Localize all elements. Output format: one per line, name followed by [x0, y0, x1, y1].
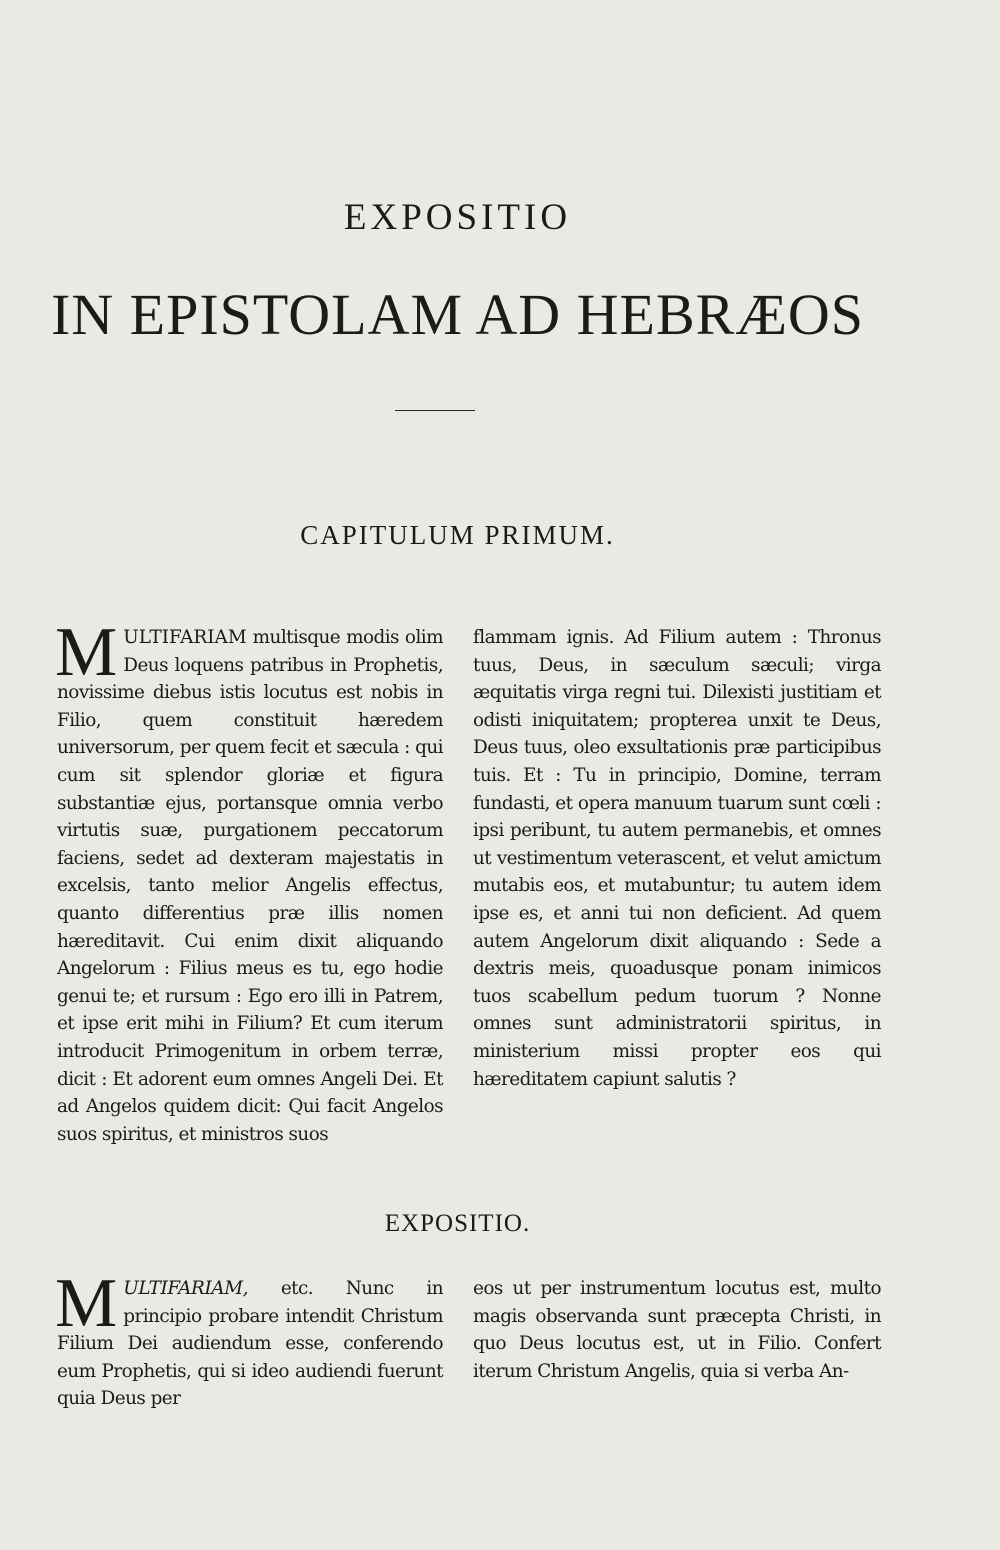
- commentary-lead-word: ULTIFARIAM,: [123, 1278, 249, 1299]
- expositio-heading: EXPOSITIO.: [384, 1210, 531, 1237]
- chapter-heading: CAPITULUM PRIMUM.: [300, 520, 615, 550]
- scripture-text-right: flammam ignis. Ad Filium autem : Thronus tuus, Deus, in sæculum sæculi; virga æquitatis virga regni tui. Dilexisti justitiam et odisti iniquitatem; propterea unxit te Deus, Deus tuus, oleo exsultationis præ participibus tuis. Et : Tu in principio, Domine, terram fundasti, et opera manuum tuarum sunt cœli : ipsi peribunt, tu autem permanebis, et omnes ut vestimentum veterascent, et velut amictum mutabis eos, et mutabuntur; tu autem idem ipse es, et anni tui non deficient. Ad quem autem Angelorum dixit aliquando : Sede a dextris meis, quoadusque ponam inimicos tuos scabellum pedum tuorum ? Nonne omnes sunt administratorii spiritus, in ministerium missi propter eos qui hæreditatem capiunt salutis ?: [473, 627, 881, 1090]
- title-rule: [395, 410, 475, 411]
- scripture-lead-word: ULTIFARIAM: [123, 627, 247, 648]
- scripture-column-right: [473, 624, 881, 1093]
- commentary-column-right: [473, 1275, 881, 1385]
- scripture-text-left: multisque modis olim Deus loquens patribus in Prophetis, novissime diebus istis locutus est nobis in Filio, quem constituit hæredem universorum, per quem fecit et sæcula : qui cum sit splendor gloriæ et figura substantiæ ejus, portansque omnia verbo virtutis suæ, purgationem peccatorum faciens, sedet ad dexteram majestatis in excelsis, tanto melior Angelis effectus, quanto differentius præ illis nomen hæreditavit. Cui enim dixit aliquando Angelorum : Filius meus es tu, ego hodie genui te; et rursum : Ego ero illi in Patrem, et ipse erit mihi in Filium? Et cum iterum introducit Primogenitum in orbem terræ, dicit : Et adorent eum omnes Angeli Dei. Et ad Angelos quidem dicit: Qui facit Angelos suos spiritus, et ministros suos: [57, 627, 443, 1145]
- scripture-column-left: [55, 614, 443, 1148]
- commentary-text-right: eos ut per instrumentum locutus est, multo magis observanda sunt præcepta Christi, in quo Deus locutus est, ut in Filio. Confert iterum Christum Angelis, quia si verba An-: [473, 1278, 881, 1382]
- commentary-text-left: etc. Nunc in principio probare intendit Christum Filium Dei audiendum esse, conferendo eum Prophetis, qui si ideo audiendi fuerunt quia Deus per: [57, 1278, 443, 1410]
- commentary-column-left: [55, 1265, 443, 1413]
- commentary-drop-capital: M: [55, 1265, 118, 1342]
- title-epistle: IN EPISTOLAM AD HEBRÆOS: [50, 282, 865, 347]
- drop-capital: M: [55, 614, 118, 691]
- title-expositio: EXPOSITIO: [343, 197, 572, 238]
